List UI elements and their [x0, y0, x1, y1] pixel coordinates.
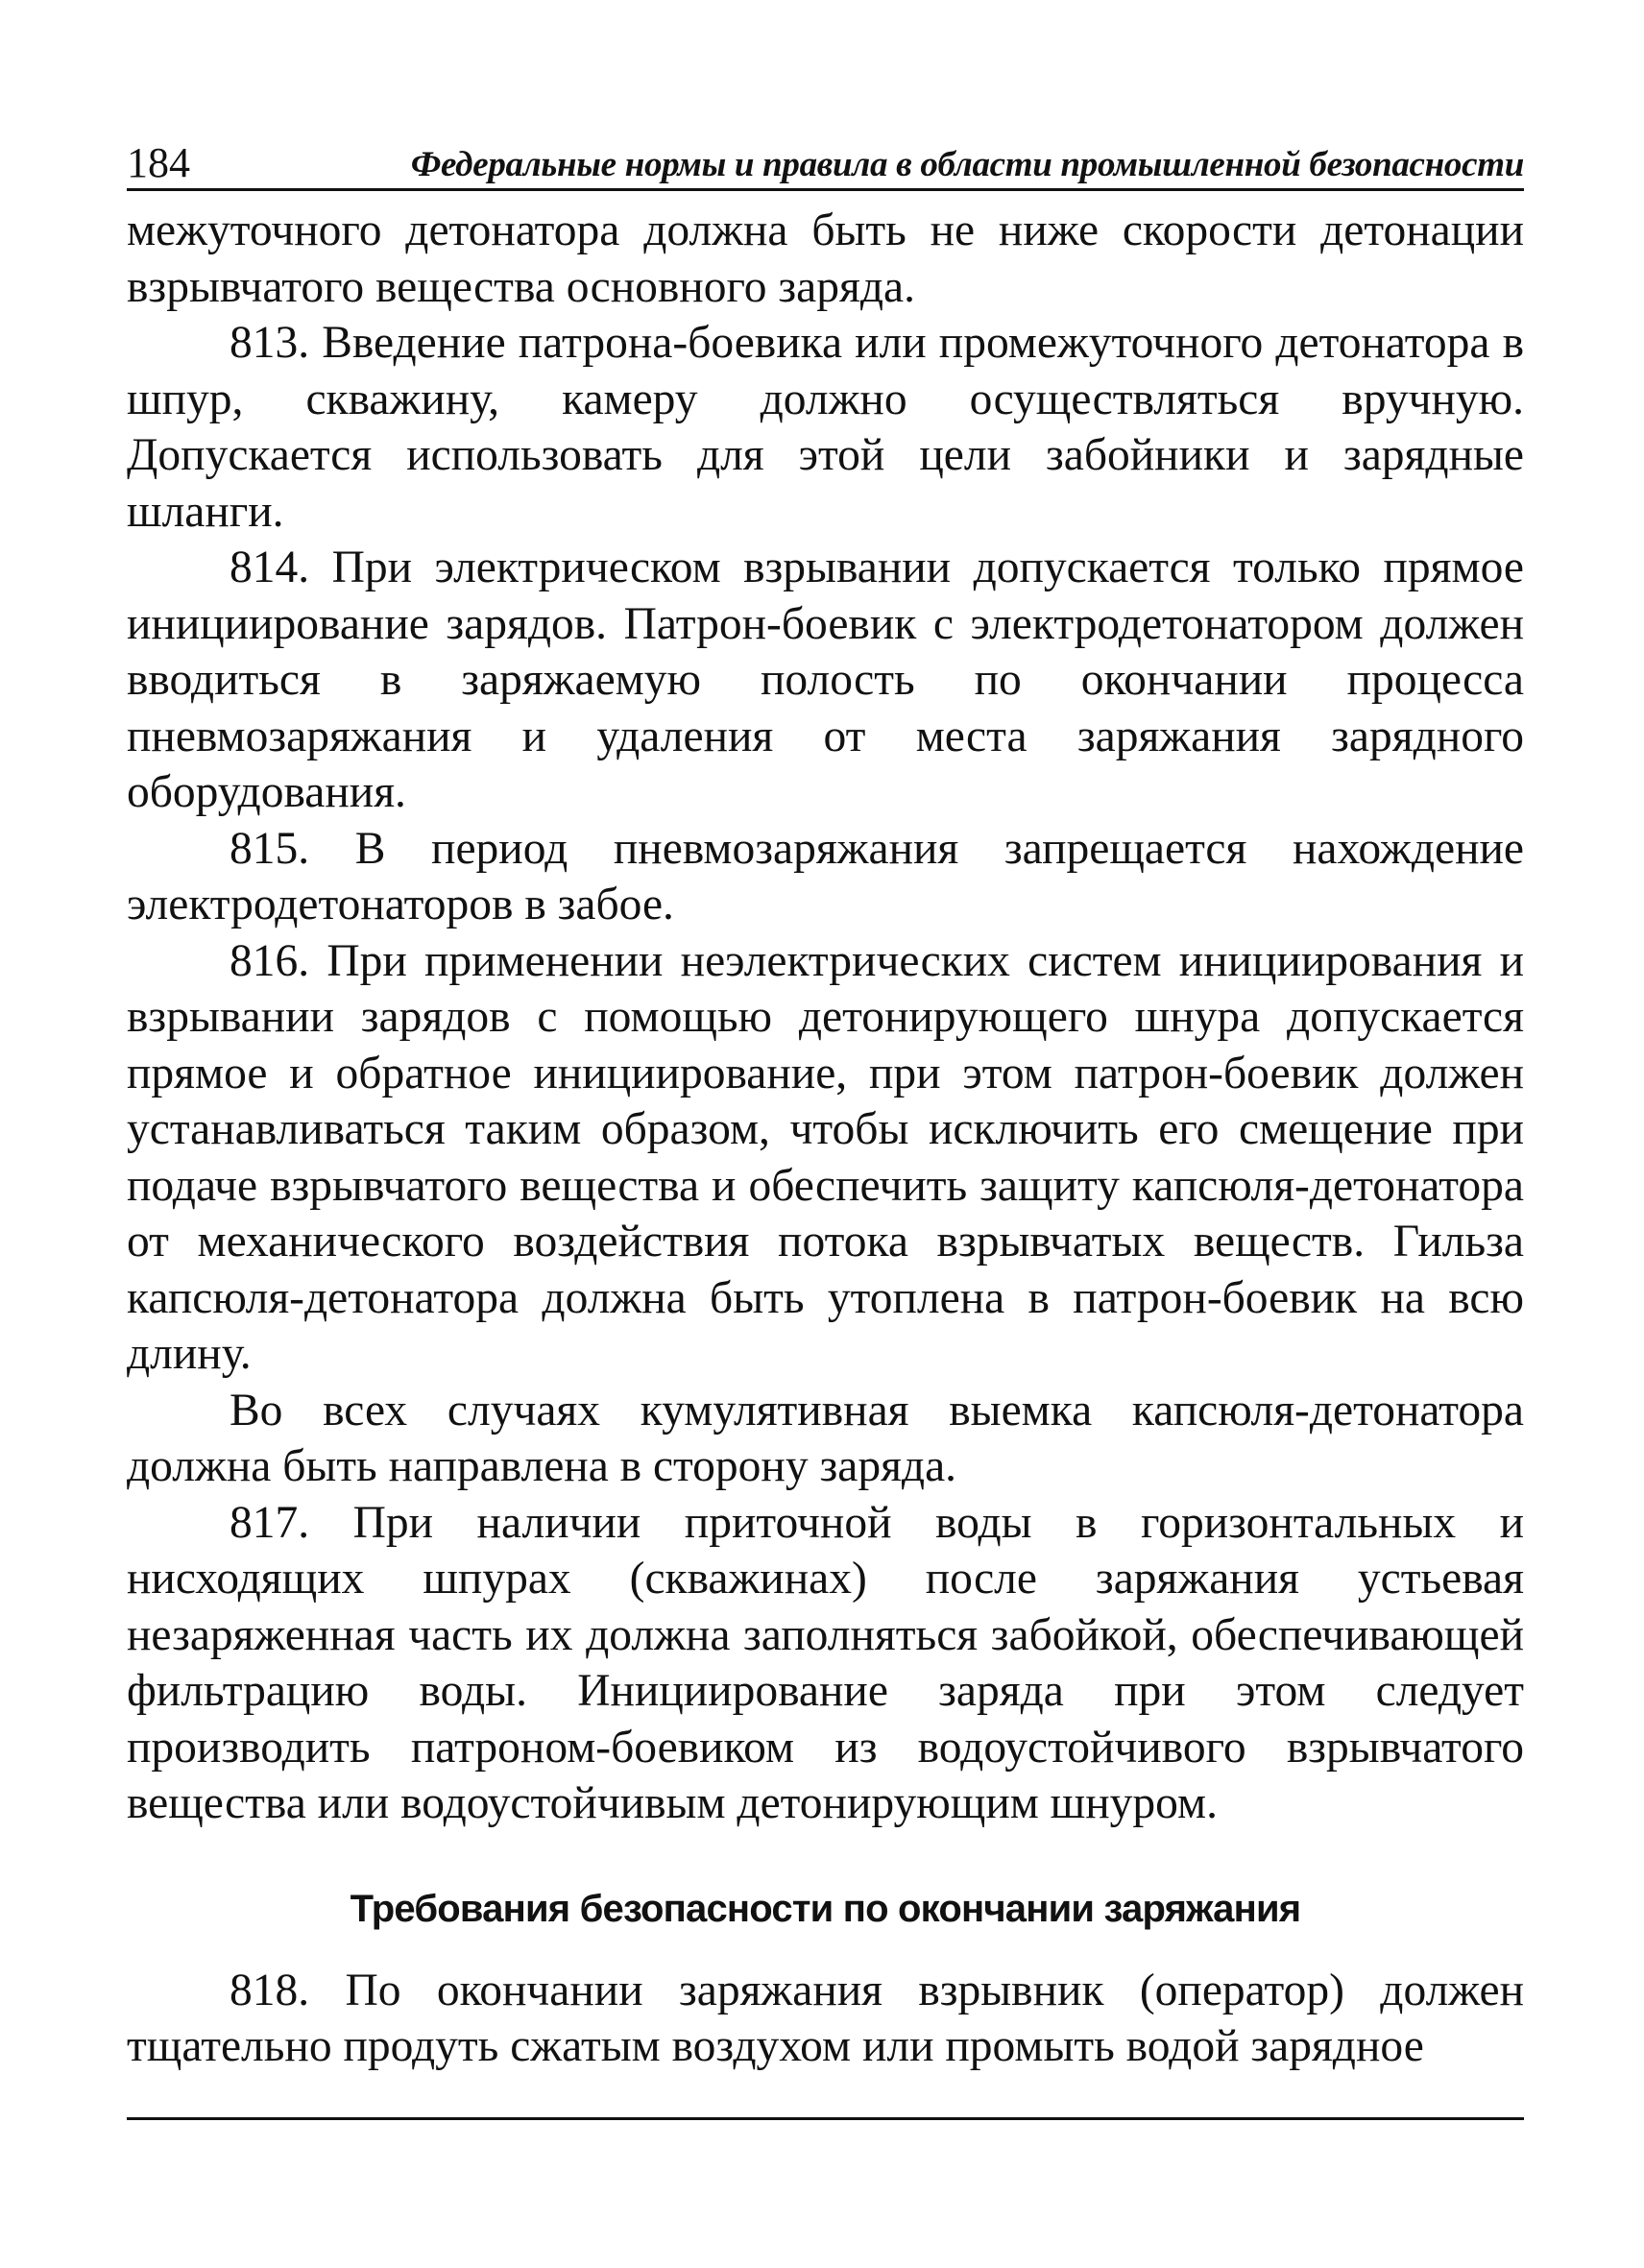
paragraph-817: 817. При наличии приточной воды в горизонтальных и нисходящих шпурах (скважинах) после заряжания устьевая незаряженная часть их должна заполняться забойкой, обеспечивающей фильтрацию воды. Инициирование заряда при этом следует производить патроном-боевиком из водоустойчивого взрывчатого вещества или водоустойчивым детонирующим шнуром. — [127, 1497, 1524, 1828]
section-heading: Требования безопасности по окончании заряжания — [350, 1887, 1301, 1930]
paragraph-814: 814. При электрическом взрывании допускается только прямое инициирование зарядов. Патрон-боевик с электродетонатором должен вводиться в заряжаемую полость по окончании процесса пневмозаряжания и удаления от места заряжания зарядного оборудования. — [127, 543, 1524, 817]
page-number: 184 — [127, 139, 190, 186]
body-text — [127, 203, 1524, 2075]
paragraph-815: 815. В период пневмозаряжания запрещается нахождение электродетонаторов в забое. — [127, 823, 1524, 929]
paragraph-818: 818. По окончании заряжания взрывник (оператор) должен тщательно продуть сжатым воздухом или промыть водой зарядное — [127, 1965, 1524, 2071]
page — [127, 134, 1524, 2075]
paragraph-continuation: межуточного детонатора должна быть не ниже скорости детонации взрывчатого вещества основного заряда. — [127, 205, 1524, 312]
running-header — [127, 134, 1524, 191]
paragraph-816: 816. При применении неэлектрических систем инициирования и взрывании зарядов с помощью детонирующего шнура допускается прямое и обратное инициирование, при этом патрон-боевик должен устанавливаться таким образом, чтобы исключить его смещение при подаче взрывчатого вещества и обеспечить защиту капсюля-детонатора от механического воздействия потока взрывчатых веществ. Гильза капсюля-детонатора должна быть утоплена в патрон-боевик на всю длину. — [127, 935, 1524, 1379]
paragraph-816-note: Во всех случаях кумулятивная выемка капсюля-детонатора должна быть направлена в сторону заряда. — [127, 1385, 1524, 1491]
running-title: Федеральные нормы и правила в области промышленной безопасности — [410, 145, 1524, 184]
paragraph-813: 813. Введение патрона-боевика или промежуточного детонатора в шпур, скважину, камеру должно осуществляться вручную. Допускается использовать для этой цели забойники и зарядные шланги. — [127, 318, 1524, 537]
footnote-divider — [127, 2117, 1524, 2120]
